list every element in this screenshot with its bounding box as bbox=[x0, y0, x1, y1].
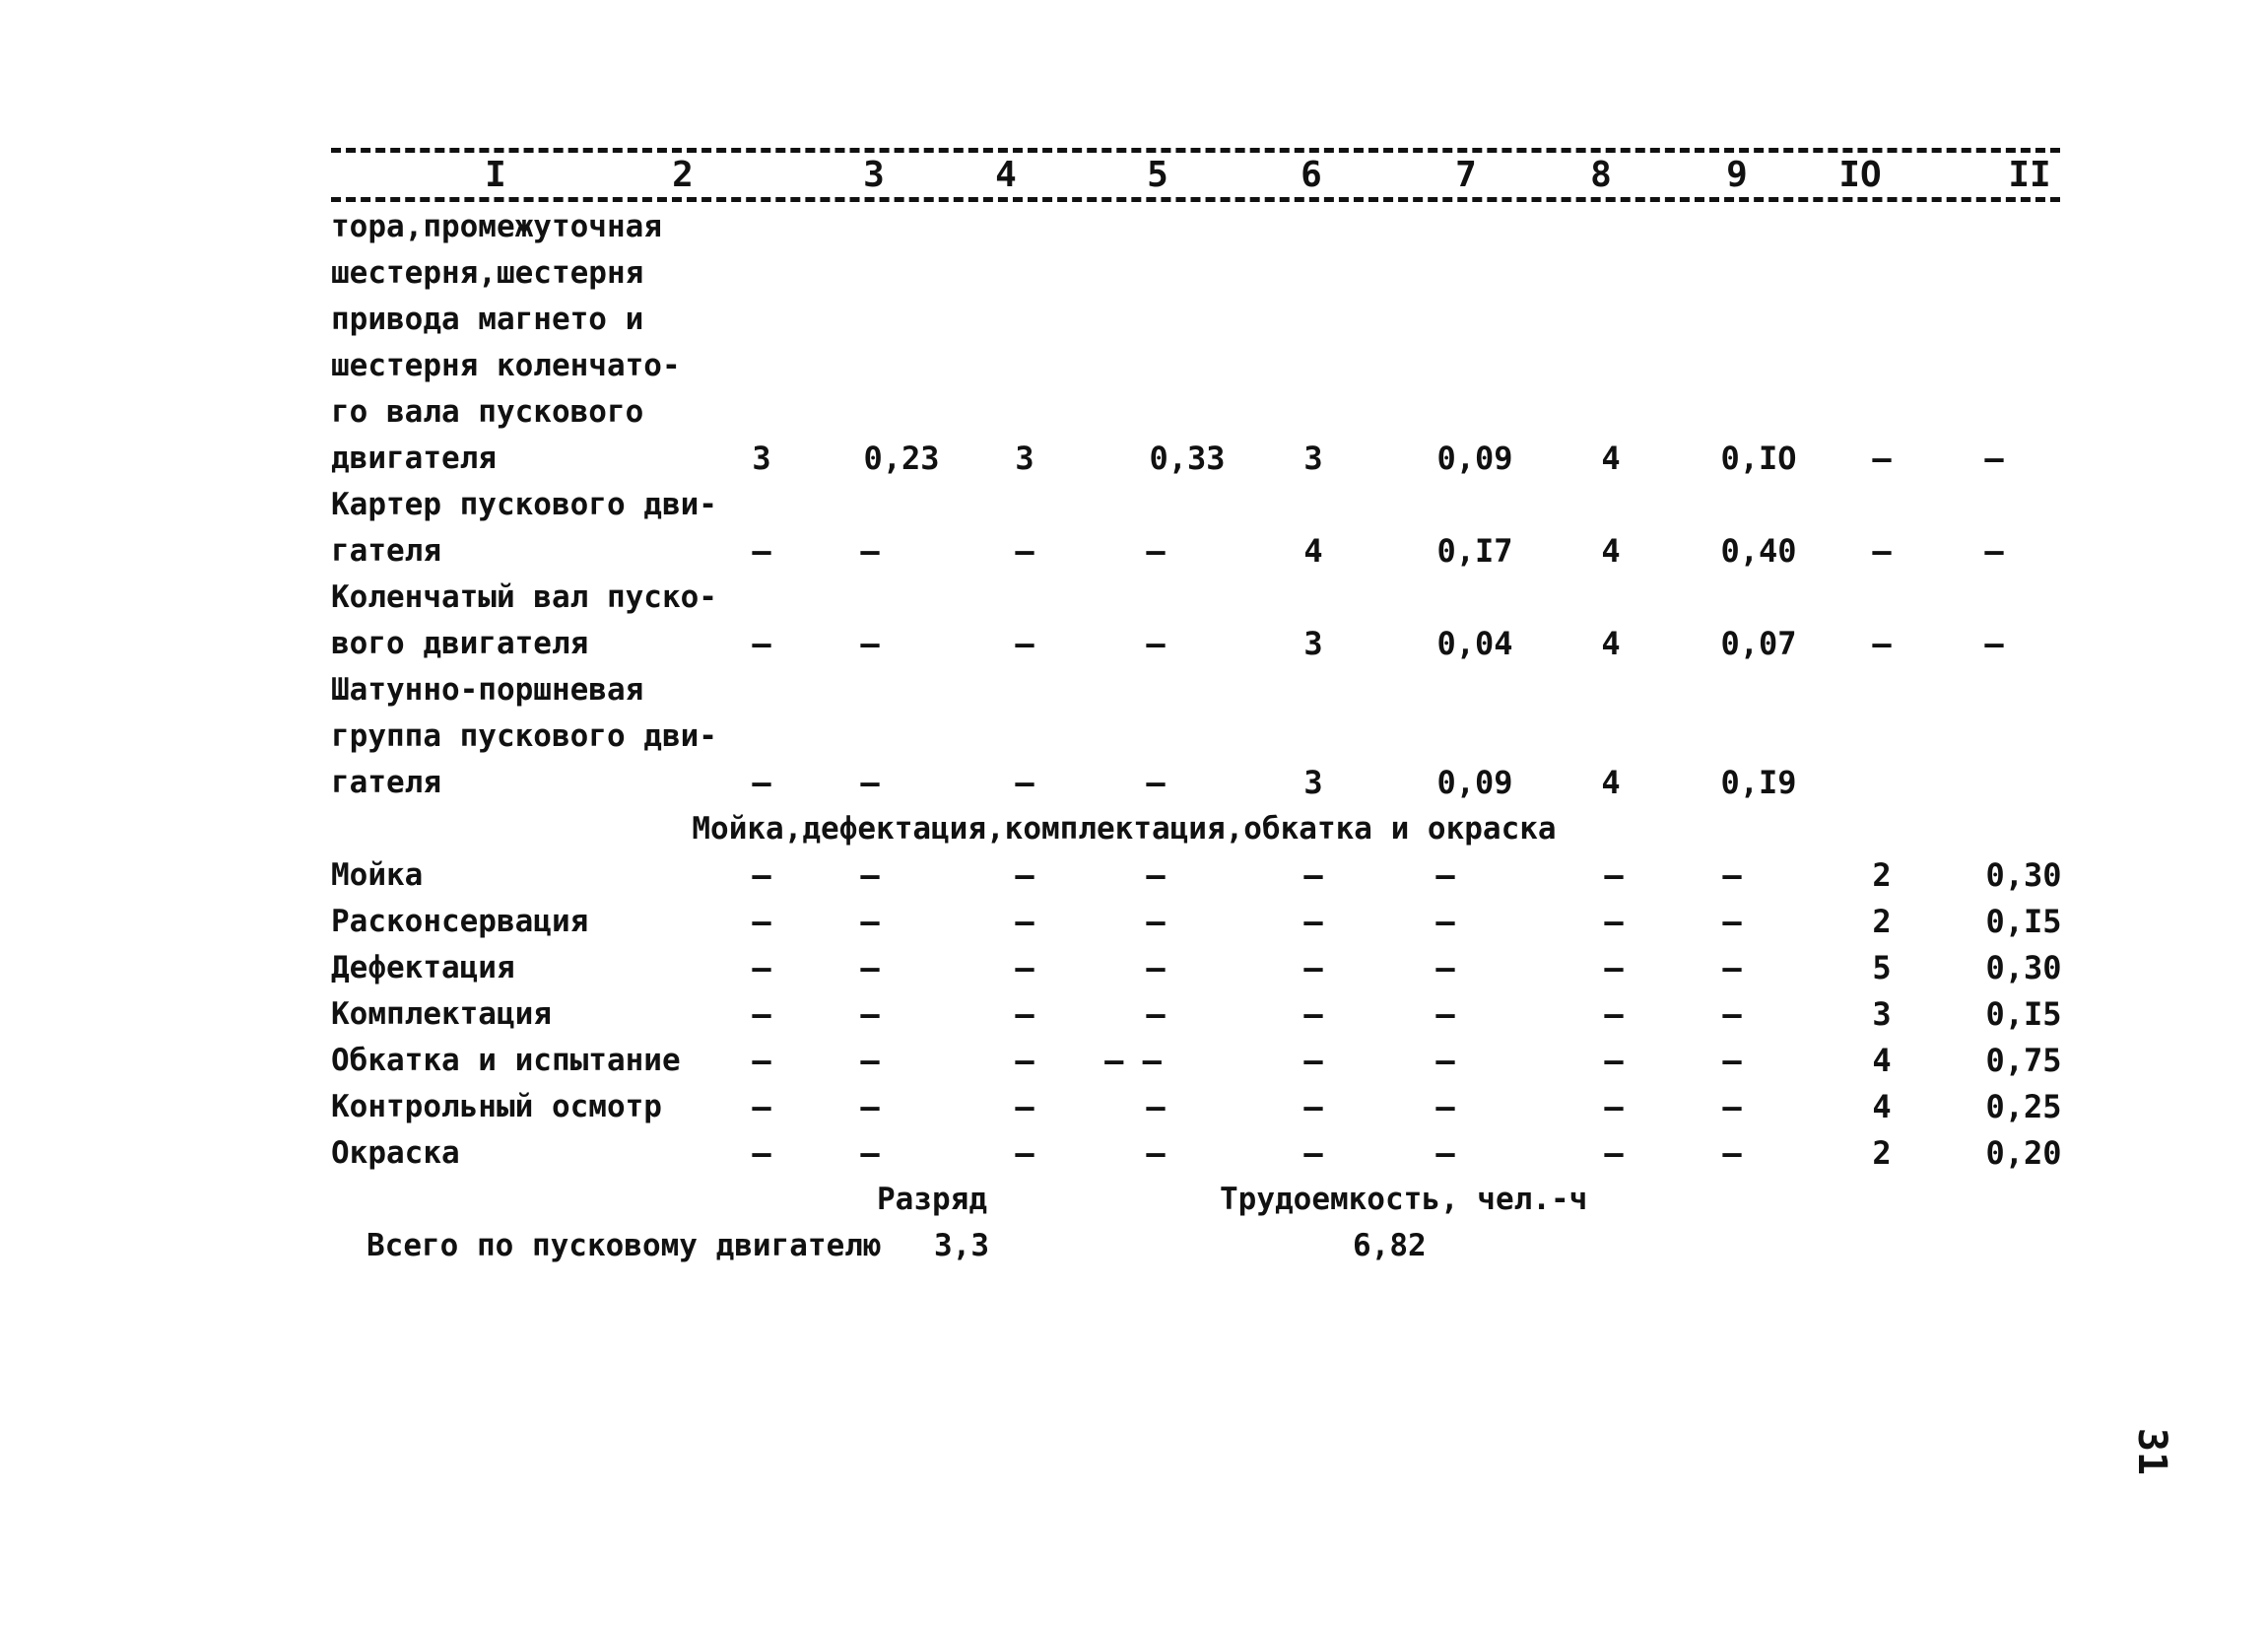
cell-value: – bbox=[1015, 856, 1034, 894]
op-label: Окраска bbox=[331, 1135, 460, 1171]
cell-value: 3 bbox=[1303, 625, 1323, 662]
cell-value: – bbox=[1872, 625, 1892, 662]
cell-value: – bbox=[1146, 1088, 1166, 1125]
cell-value: 0,09 bbox=[1436, 440, 1513, 477]
op-label: Дефектация bbox=[331, 950, 515, 985]
cell-value: 4 bbox=[1601, 440, 1621, 477]
cell-value: 0,25 bbox=[1985, 1088, 2062, 1125]
cell-value: 2 bbox=[1872, 856, 1892, 894]
cell-value: – bbox=[1015, 1042, 1034, 1079]
cell-value: 0,30 bbox=[1985, 949, 2062, 986]
row-label-line: шестерня коленчато- bbox=[331, 348, 681, 383]
cell-value: 0,75 bbox=[1985, 1042, 2062, 1079]
cell-value: 4 bbox=[1872, 1088, 1892, 1125]
column-header-11: II bbox=[2008, 155, 2051, 195]
cell-value: – bbox=[860, 1042, 880, 1079]
cell-value: – bbox=[1015, 764, 1034, 801]
cell-value: 0,I5 bbox=[1985, 903, 2062, 940]
cell-value: – bbox=[1146, 625, 1166, 662]
cell-value: 4 bbox=[1303, 532, 1323, 570]
cell-value: – bbox=[860, 856, 880, 894]
cell-value: – bbox=[860, 532, 880, 570]
cell-value: – bbox=[860, 949, 880, 986]
cell-value: – bbox=[1604, 1042, 1624, 1079]
cell-value: – bbox=[1435, 903, 1455, 940]
cell-value: – bbox=[1722, 995, 1742, 1033]
row-label-line: Коленчатый вал пуско- bbox=[331, 579, 717, 615]
row-label-line: шестерня,шестерня bbox=[331, 255, 644, 291]
cell-value: 0,07 bbox=[1720, 625, 1797, 662]
cell-value: – bbox=[1604, 903, 1624, 940]
cell-value: – bbox=[860, 1088, 880, 1125]
row-label-line: привода магнето и bbox=[331, 302, 644, 337]
row-label-line: двигателя bbox=[331, 441, 497, 476]
cell-value: 0,I5 bbox=[1985, 995, 2062, 1033]
cell-value: 0,IO bbox=[1720, 440, 1797, 477]
cell-value: – bbox=[860, 764, 880, 801]
cell-value: 3 bbox=[1303, 764, 1323, 801]
cell-value: – bbox=[752, 903, 771, 940]
cell-value: – bbox=[1722, 949, 1742, 986]
cell-value: – bbox=[1303, 995, 1323, 1033]
column-header-4: 4 bbox=[995, 155, 1017, 195]
cell-value: 4 bbox=[1601, 625, 1621, 662]
column-header-3: 3 bbox=[863, 155, 885, 195]
cell-value: – bbox=[1435, 995, 1455, 1033]
row-label-line: Шатунно-поршневая bbox=[331, 672, 644, 708]
cell-value: 0,23 bbox=[863, 440, 940, 477]
cell-value: 3 bbox=[1015, 440, 1034, 477]
cell-value: – bbox=[1722, 1134, 1742, 1172]
cell-value: – bbox=[1146, 856, 1166, 894]
cell-value: – bbox=[1435, 1088, 1455, 1125]
cell-value: – bbox=[752, 995, 771, 1033]
cell-value: 2 bbox=[1872, 903, 1892, 940]
section-title: Мойка,дефектация,комплектация,обкатка и окраска bbox=[692, 811, 1557, 847]
cell-value: – bbox=[1604, 1134, 1624, 1172]
op-label: Комплектация bbox=[331, 996, 552, 1032]
column-header-6: 6 bbox=[1301, 155, 1322, 195]
cell-value: – bbox=[1146, 764, 1166, 801]
cell-value: 3 bbox=[1872, 995, 1892, 1033]
cell-value: 2 bbox=[1872, 1134, 1892, 1172]
cell-value: – bbox=[1722, 856, 1742, 894]
cell-value: – bbox=[1015, 949, 1034, 986]
cell-value: 0,04 bbox=[1436, 625, 1513, 662]
header-bottom-rule bbox=[331, 197, 2060, 202]
column-header-5: 5 bbox=[1147, 155, 1168, 195]
cell-value: 4 bbox=[1601, 764, 1621, 801]
row-label-line: Картер пускового дви- bbox=[331, 487, 717, 522]
cell-value: – bbox=[1015, 903, 1034, 940]
cell-value: – bbox=[752, 1134, 771, 1172]
summary-rank-label: Разряд bbox=[877, 1182, 987, 1217]
cell-value: – bbox=[1435, 949, 1455, 986]
column-header-2: 2 bbox=[672, 155, 694, 195]
cell-value: – bbox=[1604, 995, 1624, 1033]
cell-value: – bbox=[1146, 532, 1166, 570]
header-top-rule bbox=[331, 148, 2060, 153]
cell-value: – bbox=[1015, 995, 1034, 1033]
row-label-line: вого двигателя bbox=[331, 626, 589, 661]
cell-value: – bbox=[1015, 1088, 1034, 1125]
cell-value: – bbox=[1872, 532, 1892, 570]
row-label-line: группа пускового дви- bbox=[331, 718, 717, 754]
column-header-1: I bbox=[485, 155, 506, 195]
summary-labor-label: Трудоемкость, чел.-ч bbox=[1220, 1182, 1588, 1217]
cell-value: – bbox=[1872, 440, 1892, 477]
cell-value: – bbox=[752, 625, 771, 662]
cell-value: 0,30 bbox=[1985, 856, 2062, 894]
cell-value: – bbox=[752, 1042, 771, 1079]
cell-value: – bbox=[1303, 1088, 1323, 1125]
cell-value: – bbox=[1015, 532, 1034, 570]
cell-value: – bbox=[1435, 856, 1455, 894]
cell-value: – bbox=[860, 903, 880, 940]
cell-value: – bbox=[752, 1088, 771, 1125]
cell-value: 5 bbox=[1872, 949, 1892, 986]
op-label: Обкатка и испытание bbox=[331, 1043, 681, 1078]
cell-value: – bbox=[1722, 1088, 1742, 1125]
cell-value: – – bbox=[1104, 1042, 1162, 1079]
row-label-line: го вала пускового bbox=[331, 394, 644, 430]
summary-total-label: Всего по пусковому двигателю bbox=[367, 1228, 882, 1263]
row-label-line: тора,промежуточная bbox=[331, 209, 662, 244]
cell-value: 0,I9 bbox=[1720, 764, 1797, 801]
cell-value: – bbox=[1303, 856, 1323, 894]
op-label: Расконсервация bbox=[331, 904, 589, 939]
op-label: Контрольный осмотр bbox=[331, 1089, 662, 1124]
cell-value: 0,I7 bbox=[1436, 532, 1513, 570]
cell-value: 0,20 bbox=[1985, 1134, 2062, 1172]
column-header-7: 7 bbox=[1455, 155, 1477, 195]
cell-value: – bbox=[1303, 1134, 1323, 1172]
cell-value: 3 bbox=[1303, 440, 1323, 477]
cell-value: – bbox=[860, 995, 880, 1033]
cell-value: – bbox=[1146, 903, 1166, 940]
cell-value: – bbox=[1015, 625, 1034, 662]
cell-value: 0,09 bbox=[1436, 764, 1513, 801]
cell-value: – bbox=[1722, 903, 1742, 940]
column-header-8: 8 bbox=[1590, 155, 1612, 195]
cell-value: – bbox=[1146, 1134, 1166, 1172]
cell-value: – bbox=[1984, 440, 2004, 477]
cell-value: – bbox=[1303, 949, 1323, 986]
cell-value: – bbox=[1435, 1042, 1455, 1079]
summary-labor-value: 6,82 bbox=[1353, 1228, 1427, 1263]
cell-value: – bbox=[860, 625, 880, 662]
row-label-line: гателя bbox=[331, 533, 441, 569]
cell-value: – bbox=[860, 1134, 880, 1172]
page-number: 31 bbox=[2129, 1427, 2175, 1476]
cell-value: – bbox=[752, 532, 771, 570]
row-label-line: гателя bbox=[331, 765, 441, 800]
cell-value: – bbox=[752, 949, 771, 986]
cell-value: 0,40 bbox=[1720, 532, 1797, 570]
cell-value: – bbox=[1146, 995, 1166, 1033]
cell-value: 4 bbox=[1872, 1042, 1892, 1079]
cell-value: – bbox=[1435, 1134, 1455, 1172]
cell-value: – bbox=[1604, 1088, 1624, 1125]
cell-value: – bbox=[1604, 949, 1624, 986]
cell-value: – bbox=[752, 764, 771, 801]
cell-value: – bbox=[1303, 1042, 1323, 1079]
cell-value: 0,33 bbox=[1149, 440, 1226, 477]
column-header-9: 9 bbox=[1726, 155, 1748, 195]
op-label: Мойка bbox=[331, 857, 424, 893]
column-header-10: IO bbox=[1838, 155, 1882, 195]
cell-value: – bbox=[752, 856, 771, 894]
cell-value: – bbox=[1303, 903, 1323, 940]
cell-value: 3 bbox=[752, 440, 771, 477]
cell-value: – bbox=[1146, 949, 1166, 986]
cell-value: – bbox=[1015, 1134, 1034, 1172]
cell-value: – bbox=[1722, 1042, 1742, 1079]
cell-value: – bbox=[1604, 856, 1624, 894]
cell-value: – bbox=[1984, 532, 2004, 570]
cell-value: – bbox=[1984, 625, 2004, 662]
summary-rank-value: 3,3 bbox=[934, 1228, 989, 1263]
cell-value: 4 bbox=[1601, 532, 1621, 570]
